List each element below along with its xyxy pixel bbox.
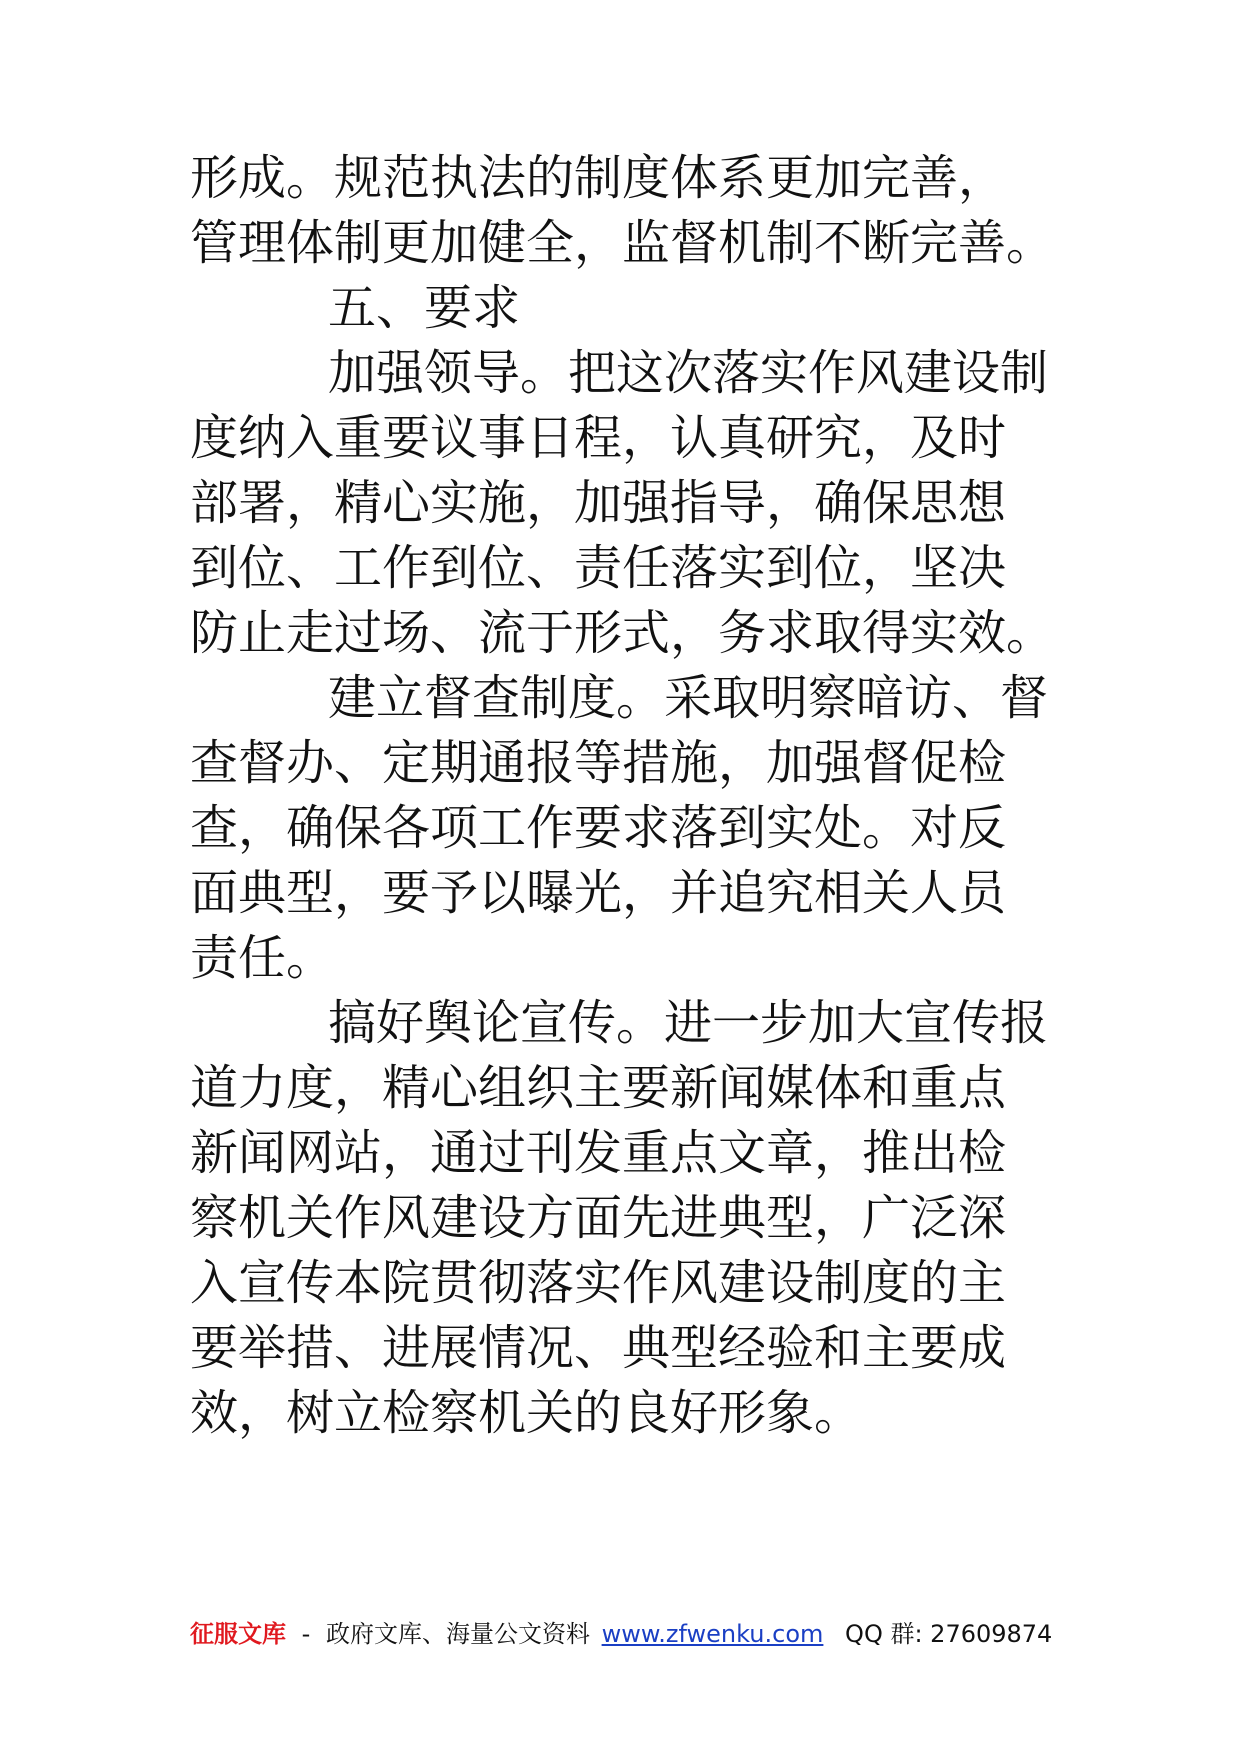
text-line: 查督办、定期通报等措施，加强督促检	[190, 735, 1007, 791]
text-line: 部署，精心实施，加强指导，确保思想	[190, 475, 1007, 531]
text-line: 察机关作风建设方面先进典型，广泛深	[190, 1190, 1007, 1246]
text-line: 管理体制更加健全，监督机制不断完善。	[190, 215, 1055, 271]
text-line: 入宣传本院贯彻落实作风建设制度的主	[190, 1255, 1007, 1311]
text-line: 度纳入重要议事日程，认真研究，及时	[190, 410, 1007, 466]
text-line: 要举措、进展情况、典型经验和主要成	[190, 1320, 1007, 1376]
text-line: 形成。规范执法的制度体系更加完善，	[190, 150, 1007, 206]
paragraph-start: 加强领导。把这次落实作风建设制	[328, 345, 1049, 401]
page-footer	[190, 1614, 1060, 1654]
section-heading: 五、要求	[328, 280, 521, 336]
text-line: 效，树立检察机关的良好形象。	[190, 1385, 863, 1441]
footer-tagline: 政府文库、海量公文资料	[325, 1620, 590, 1648]
footer-qq-group: QQ 群: 27609874	[845, 1620, 1053, 1648]
text-line: 道力度，精心组织主要新闻媒体和重点	[190, 1060, 1007, 1116]
footer-website-link[interactable]: www.zfwenku.com	[601, 1620, 824, 1648]
text-line: 防止走过场、流于形式，务求取得实效。	[190, 605, 1055, 661]
footer-separator: -	[301, 1620, 311, 1648]
text-line: 面典型，要予以曝光，并追究相关人员	[190, 865, 1007, 921]
text-line: 责任。	[190, 930, 335, 986]
document-body	[190, 146, 1060, 1446]
text-line: 到位、工作到位、责任落实到位，坚决	[190, 540, 1007, 596]
paragraph-start: 搞好舆论宣传。进一步加大宣传报	[328, 995, 1049, 1051]
paragraph-start: 建立督查制度。采取明察暗访、督	[328, 670, 1049, 726]
footer-brand: 征服文库	[190, 1620, 286, 1648]
text-line: 新闻网站，通过刊发重点文章，推出检	[190, 1125, 1007, 1181]
text-line: 查，确保各项工作要求落到实处。对反	[190, 800, 1007, 856]
